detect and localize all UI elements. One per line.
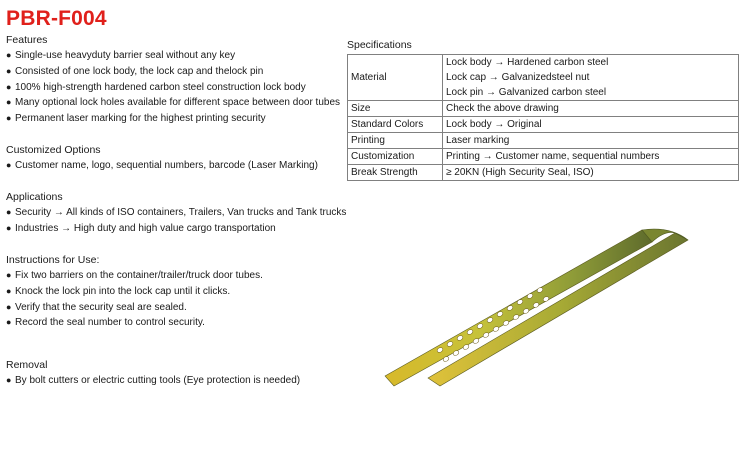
bullet-icon: ● [6, 81, 12, 92]
bullet-icon: ● [6, 301, 12, 312]
bullet-icon: ● [6, 113, 12, 124]
table-row [348, 117, 739, 133]
bullet-icon: ● [6, 375, 12, 385]
spec-value: Lock body → Hardened carbon steel Lock cap → Galvanizedsteel nut Lock pin → Galvanized carbon steel [443, 55, 739, 101]
bullet-icon: ● [6, 50, 12, 60]
specifications-table [347, 54, 739, 181]
spec-key: Customization [348, 149, 443, 165]
bullet-icon: ● [6, 207, 12, 217]
table-row [348, 149, 739, 165]
customized-heading: Customized Options [6, 144, 101, 156]
instructions-section [6, 253, 263, 331]
applications-heading: Applications [6, 191, 63, 203]
product-title: PBR-F004 [6, 7, 107, 30]
specifications-heading: Specifications [347, 39, 412, 51]
spec-value: Printing → Customer name, sequential numbers [443, 149, 739, 165]
bullet-icon: ● [6, 65, 12, 76]
spec-value: ≥ 20KN (High Security Seal, ISO) [443, 165, 739, 181]
table-row [348, 165, 739, 181]
list-item: ● Knock the lock pin into the lock cap until it clicks. [6, 284, 263, 300]
list-item: ● Industries → High duty and high value cargo transportation [6, 221, 346, 237]
list-item: ● Permanent laser marking for the highest printing security [6, 111, 340, 127]
bullet-icon: ● [6, 222, 12, 233]
list-item: ● Security → All kinds of ISO containers, Trailers, Van trucks and Tank trucks [6, 205, 346, 221]
bullet-icon: ● [6, 317, 12, 328]
features-section [6, 33, 340, 127]
spec-key: Standard Colors [348, 117, 443, 133]
removal-section [6, 358, 300, 389]
list-item: ● Fix two barriers on the container/trailer/truck door tubes. [6, 268, 263, 284]
list-item: ● Record the seal number to control security. [6, 315, 263, 331]
list-item: ● By bolt cutters or electric cutting tools (Eye protection is needed) [6, 373, 300, 389]
spec-key: Material [348, 55, 443, 101]
list-item: ● Consisted of one lock body, the lock cap and thelock pin [6, 64, 340, 80]
list-item: ● Customer name, logo, sequential numbers, barcode (Laser Marking) [6, 158, 318, 174]
list-item: ● 100% high-strength hardened carbon steel construction lock body [6, 80, 340, 96]
instructions-heading: Instructions for Use: [6, 254, 100, 266]
list-item: ● Verify that the security seal are sealed. [6, 300, 263, 316]
bullet-icon: ● [6, 97, 12, 108]
barrier-seal-image [380, 228, 700, 388]
spec-key: Break Strength [348, 165, 443, 181]
spec-value: Check the above drawing [443, 101, 739, 117]
list-item: ● Many optional lock holes available for different space between door tubes [6, 95, 340, 111]
table-row [348, 133, 739, 149]
specifications-section [347, 38, 739, 181]
spec-value: Lock body → Original [443, 117, 739, 133]
removal-heading: Removal [6, 359, 48, 371]
bullet-icon: ● [6, 160, 12, 170]
table-row [348, 101, 739, 117]
bullet-icon: ● [6, 285, 12, 296]
bullet-icon: ● [6, 270, 12, 280]
list-item: ● Single-use heavyduty barrier seal without any key [6, 48, 340, 64]
features-list [6, 48, 340, 127]
spec-key: Printing [348, 133, 443, 149]
spec-value: Laser marking [443, 133, 739, 149]
customized-section [6, 143, 318, 174]
spec-key: Size [348, 101, 443, 117]
table-row [348, 55, 739, 101]
applications-section [6, 190, 346, 237]
features-heading: Features [6, 34, 48, 46]
